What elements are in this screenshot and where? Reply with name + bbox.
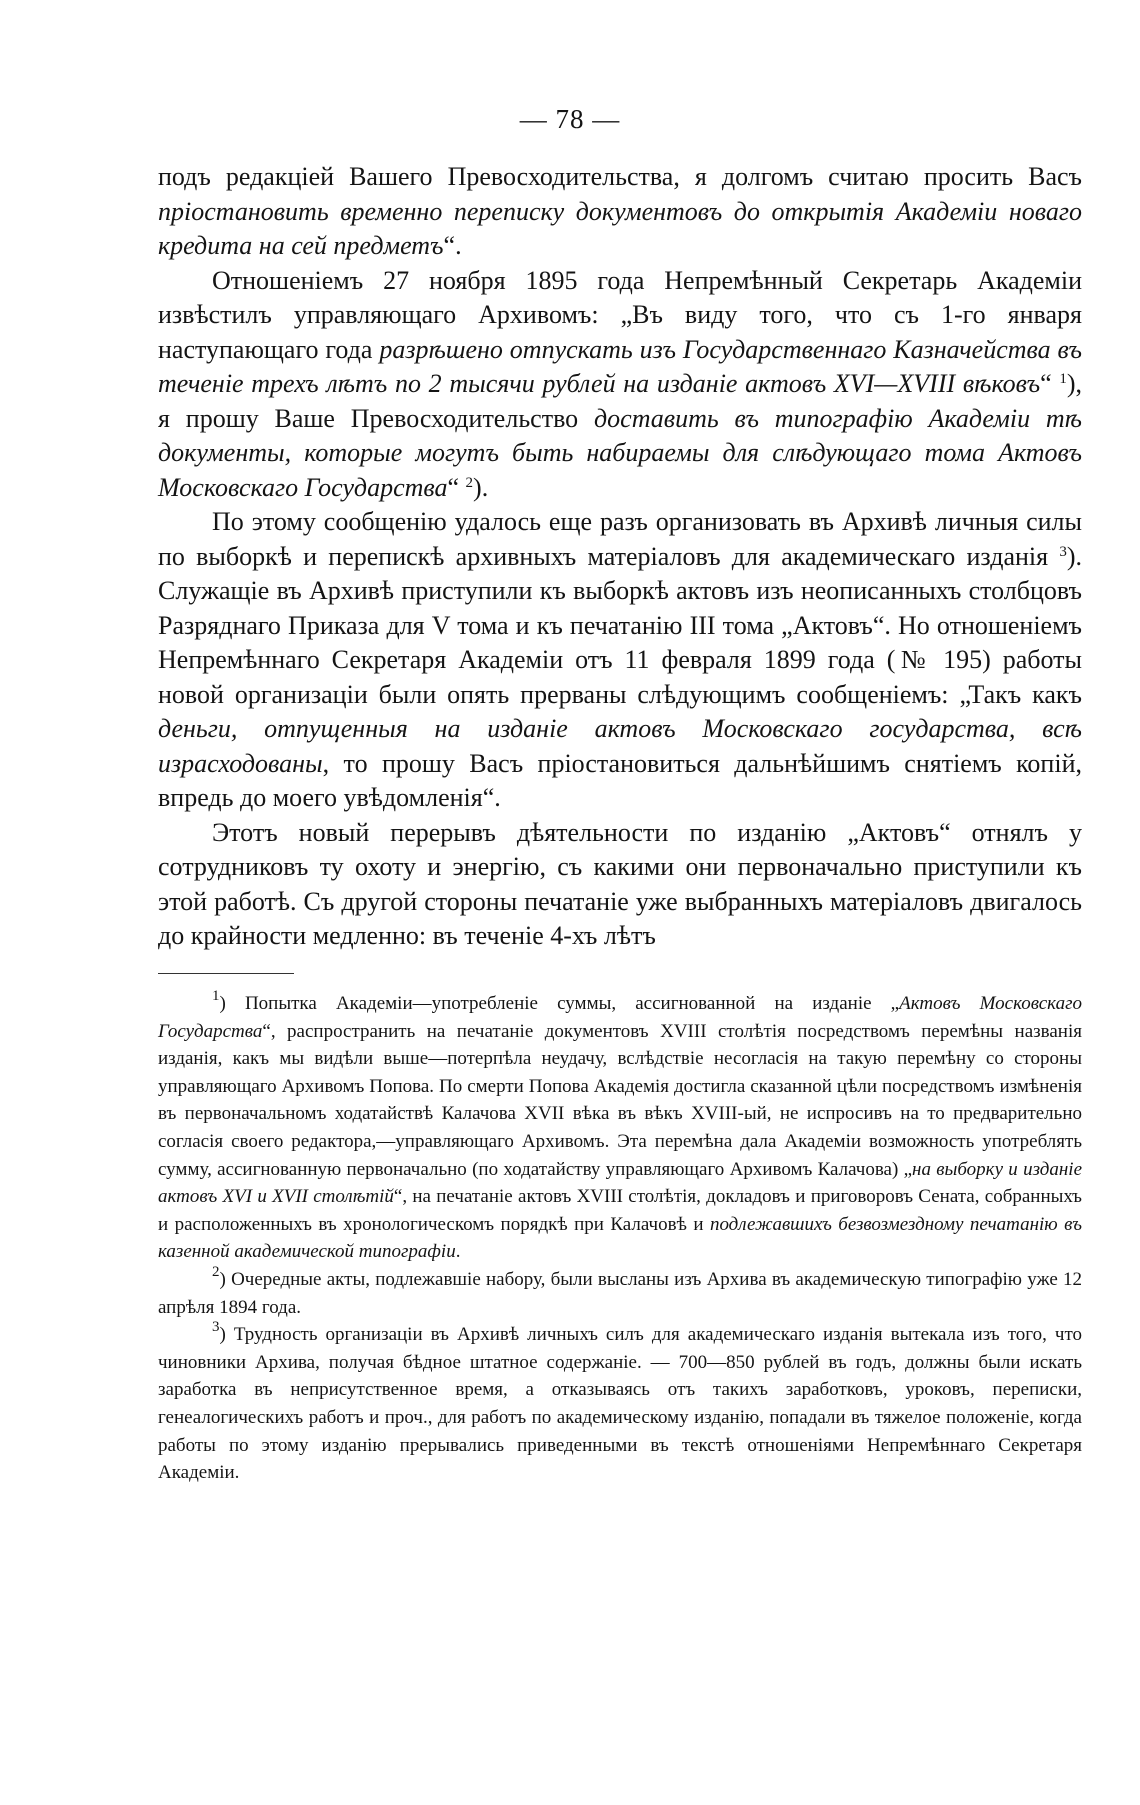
text-run: ), я прошу Ваше Превосходительство bbox=[158, 369, 1082, 433]
footnote-marker: 1 bbox=[212, 988, 220, 1004]
text-run: ). Служащіе въ Архивѣ приступили къ выборкѣ актовъ изъ неописанныхъ столбцовъ Разряднаго Приказа для V тома и къ печатанію III тома „Актовъ“. Но отношеніемъ Непремѣннаго Секретаря Академіи отъ 11 февраля 1899 года (№ 195) работы новой организаціи были опять прерваны слѣдующимъ сообщеніемъ: „Такъ какъ bbox=[158, 541, 1082, 709]
text-run: По этому сообщенію удалось еще разъ организовать въ Архивѣ личныя силы по выборкѣ и перепискѣ архивныхъ матеріаловъ для академическаго изданія bbox=[158, 507, 1082, 571]
footnote-divider bbox=[158, 973, 294, 974]
footnote-ref-1: 1 bbox=[1059, 371, 1067, 387]
text-run: , то прошу Васъ пріостановиться дальнѣйшимъ снятіемъ копій, впредь до моего увѣдомленія“. bbox=[158, 748, 1082, 812]
paragraph-1 bbox=[158, 160, 1082, 264]
footnote-marker: 3 bbox=[212, 1319, 220, 1336]
paragraph-4 bbox=[158, 816, 1082, 954]
footnotes bbox=[158, 990, 1082, 1487]
text-run: “, на печатаніе актовъ XVIII столѣтія, докладовъ и приговоровъ Сената, собранныхъ и расположенныхъ въ хронологическомъ порядкѣ при Калачовѣ и bbox=[158, 1186, 1082, 1235]
text-run: . bbox=[455, 1241, 461, 1263]
text-run: ) Трудность организаціи въ Архивѣ личныхъ силъ для академическаго изданія вытекала изъ того, что чиновники Архива, получая бѣдное штатное содержаніе. — 700—850 рублей въ годъ, должны были искать заработка въ неприсутственное время, а отказываясь отъ такихъ заработковъ, уроковъ, переписки, генеалогическихъ работъ и проч., для работъ по академическому изданію, попадали въ тяжелое положеніе, когда работы по этому изданію прерывались приведенными въ текстѣ отношеніями Непремѣннаго Секретаря Академіи. bbox=[158, 1324, 1082, 1484]
paragraph-2 bbox=[158, 264, 1082, 506]
footnote-ref-3: 3 bbox=[1059, 543, 1067, 560]
paragraph-3 bbox=[158, 505, 1082, 816]
italic-quote: деньги, отпущенныя на изданіе актовъ Московскаго государства, всѣ израсходованы bbox=[158, 714, 1082, 778]
footnote-ref-2: 2 bbox=[465, 474, 474, 491]
footnote-marker: 2 bbox=[212, 1263, 220, 1280]
text-run: ) Очередные акты, подлежавшіе набору, были высланы изъ Архива въ академическую типографію уже 12 апрѣля 1894 года. bbox=[158, 1268, 1082, 1318]
italic-quote: доставить въ типографію Академіи тѣ документы, которые могутъ быть набираемы для слѣдующаго тома Актовъ Московскаго Государства bbox=[158, 403, 1083, 502]
main-text bbox=[158, 160, 1082, 954]
text-run: Этотъ новый перерывъ дѣятельности по изданію „Актовъ“ отнялъ у сотрудниковъ ту охоту и энергію, съ какими они первоначально приступили къ этой работѣ. Съ другой стороны печатаніе уже выбранныхъ матеріаловъ двигалось до крайности медленно: въ теченіе 4-хъ лѣтъ bbox=[158, 817, 1082, 950]
text-run: “ bbox=[1040, 369, 1060, 398]
footnote-3 bbox=[158, 1321, 1082, 1487]
text-run: “, распространить на печатаніе документовъ XVIII столѣтія посредствомъ перемѣны названія изданія, какъ мы видѣли выше—потерпѣла неудачу, вслѣдствіе несогласія на такую перемѣну со стороны управляющаго Архивомъ Попова. По смерти Попова Академія достигла сказанной цѣли посредствомъ измѣненія въ первоначальномъ ходатайствѣ Калачова XVII вѣка въ вѣкъ XVIII-ый, не испросивъ на то предварительно согласія своего редактора,—управляющаго Архивомъ. Эта перемѣна дала Академіи возможность употреблять сумму, ассигнованную первоначально (по ходатайству управляющаго Архивомъ Калачова) „ bbox=[158, 1020, 1082, 1180]
italic-text: на выборку и изданіе актовъ XVI и XVII столѣтій bbox=[158, 1158, 1083, 1208]
footnote-2 bbox=[158, 1263, 1082, 1321]
page-number: — 78 — bbox=[519, 104, 621, 134]
text-run: подъ редакціей Вашего Превосходительства, я долгомъ считаю просить Васъ bbox=[158, 162, 1082, 191]
italic-text: Актовъ Московскаго Государства bbox=[158, 993, 1082, 1042]
italic-quote: пріостановить временно переписку документовъ до открытія Академіи новаго кредита на сей предметъ bbox=[158, 196, 1082, 260]
text-run: “ bbox=[447, 472, 466, 502]
text-run: ) Попытка Академіи—употребленіе суммы, ассигнованной на изданіе „ bbox=[219, 993, 900, 1014]
text-run: Отношеніемъ 27 ноября 1895 года Непремѣнный Секретарь Академіи извѣстилъ управляющаго Архивомъ: „Въ виду того, что съ 1-го января наступающаго года bbox=[158, 265, 1082, 364]
italic-quote: разрѣшено отпускать изъ Государственнаго Казначейства въ теченіе трехъ лѣтъ по 2 тысячи рублей на изданіе актовъ XVI—XVIII вѣковъ bbox=[158, 334, 1082, 398]
italic-text: подлежавшихъ безвозмездному печатанію въ казенной академической типографіи bbox=[158, 1213, 1082, 1263]
text-run: “. bbox=[443, 231, 462, 260]
text-run: ). bbox=[473, 472, 489, 502]
footnote-1 bbox=[158, 990, 1082, 1266]
